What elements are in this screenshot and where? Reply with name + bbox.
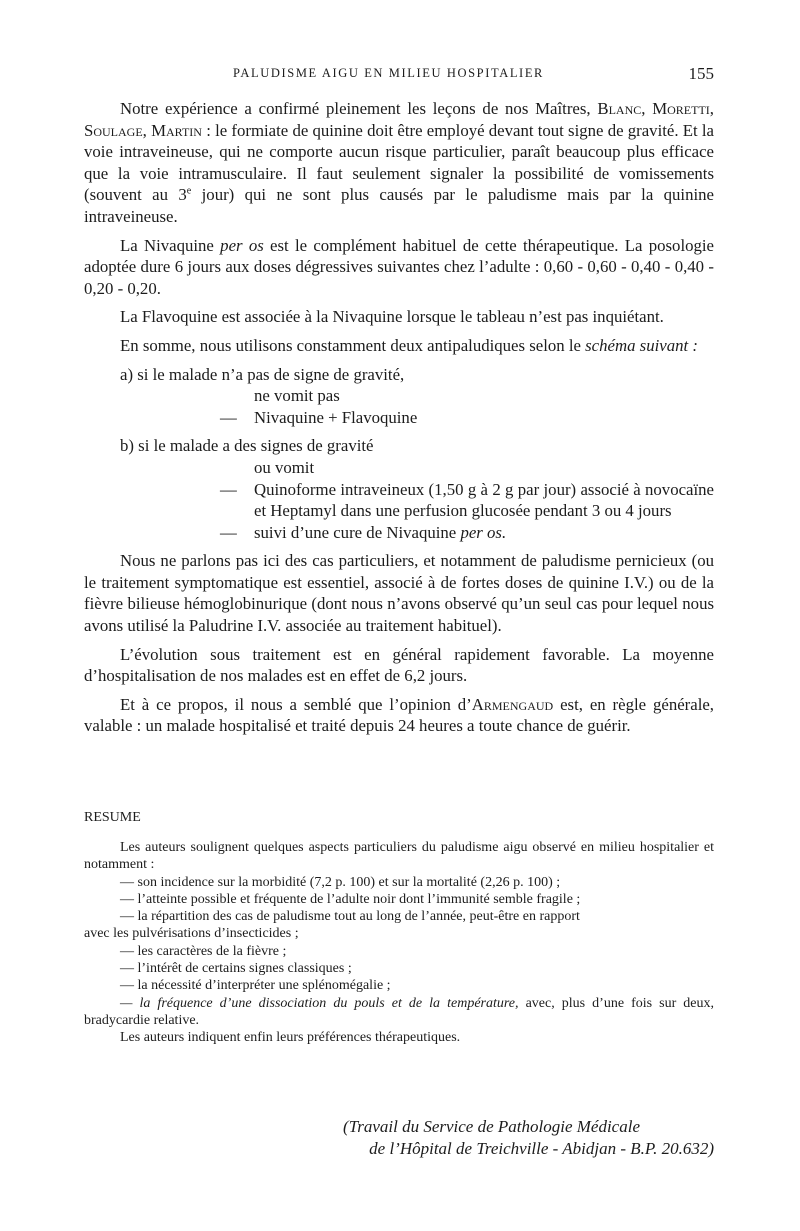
resume-item	[84, 995, 714, 1030]
paragraph-particular-cases: Nous ne parlons pas ici des cas particuliers, et notamment de paludisme pernicieux (ou le traitement symptomatique est essentiel, associé à de fortes doses de quinine I.V.) ou de la fièvre bilieuse hémoglobinurique (dont nous n’avons observé qu’un seul cas pour lequel nous avons utilisé la Paludrine I.V. associée au traitement habituel).	[84, 551, 714, 636]
schema-case-b-treatment-2	[84, 522, 714, 544]
paragraph-evolution: L’évolution sous traitement est en général rapidement favorable. La moyenne d’hospitalisation de nos malades est en effet de 6,2 jours.	[84, 644, 714, 686]
resume-item: — la nécessité d’interpréter une splénomégalie ;	[120, 978, 391, 994]
resume-conclusion: Les auteurs indiquent enfin leurs préférences thérapeutiques.	[120, 1030, 461, 1046]
resume-item-continuation: avec les pulvérisations d’insecticides ;	[84, 926, 299, 942]
text-run: En somme, nous utilisons constamment deux antipaludiques selon le	[120, 335, 586, 355]
paragraph-armengaud	[84, 694, 714, 737]
schema-case-a: a) si le malade n’a pas de signe de gravité,	[120, 364, 405, 384]
resume-heading: RESUME	[84, 810, 141, 825]
italic-text: per os	[220, 235, 264, 255]
treatment-text: Nivaquine + Flavoquine	[254, 407, 418, 427]
paragraph-schema-intro	[84, 335, 714, 357]
author-name-soulage: Soulage	[84, 120, 143, 140]
schema-case-a-treatment	[84, 407, 714, 429]
text-run: ,	[709, 99, 714, 118]
resume-item: — la répartition des cas de paludisme tout au long de l’année, peut-être en rapport	[120, 909, 580, 925]
italic-text: — la fréquence d’une dissociation du pouls et de la température,	[120, 995, 519, 1011]
resume-section	[84, 810, 714, 1047]
author-name-moretti: Moretti	[652, 99, 710, 118]
schema-case-b: b) si le malade a des signes de gravité	[120, 436, 374, 456]
italic-text: per os.	[460, 522, 507, 542]
institution-credit	[84, 1116, 714, 1160]
text-run: avec, plus d’une fois sur deux, bradycardie relative.	[84, 995, 715, 1028]
treatment-text: Quinoforme intraveineux (1,50 g à 2 g par jour) associé à novocaïne et Heptamyl dans une perfusion glucosée pendant 3 ou 4 jours	[254, 479, 714, 521]
running-title: PALUDISME AIGU EN MILIEU HOSPITALIER	[233, 66, 544, 80]
schema-case-b-sub: ou vomit	[254, 457, 315, 477]
italic-text: schéma suivant :	[585, 335, 698, 355]
credit-line-1: (Travail du Service de Pathologie Médicale	[343, 1117, 640, 1136]
dash: —	[220, 407, 237, 427]
paragraph-flavoquine: La Flavoquine est associée à la Nivaquine lorsque le tableau n’est pas inquiétant.	[120, 307, 664, 327]
text-run: Et à ce propos, il nous a semblé que l’opinion d’	[120, 694, 472, 714]
superscript: e	[186, 185, 192, 197]
text-run: est, en règle générale, valable : un malade hospitalisé et traité depuis 24 heures a toute chance de guérir.	[84, 694, 715, 736]
text-run: : le formiate de quinine doit être employé devant tout signe de gravité. Et la voie intraveineuse, qui ne comporte aucun risque particulier, paraît beaucoup plus efficace que la voie intramusculaire. Il faut seulement signaler la possibilité de vomissements (souvent au 3	[84, 120, 714, 205]
author-name-blanc: Blanc	[597, 99, 642, 118]
article-body	[84, 98, 714, 737]
schema-case-a-sub: ne vomit pas	[254, 386, 340, 406]
paragraph-nivaquine	[84, 235, 714, 300]
author-name-armengaud: Armengaud	[471, 694, 554, 714]
page-number: 155	[688, 64, 714, 83]
resume-intro: Les auteurs soulignent quelques aspects particuliers du paludisme aigu observé en milieu hospitalier et notamment :	[84, 840, 714, 873]
author-name-martin: Martin	[151, 120, 202, 140]
text-run: Notre expérience a confirmé pleinement les leçons de nos Maîtres,	[120, 99, 598, 118]
resume-item: — les caractères de la fièvre ;	[120, 943, 287, 959]
dash: —	[220, 479, 237, 499]
page-header	[84, 64, 714, 88]
resume-item: — son incidence sur la morbidité (7,2 p. 100) et sur la mortalité (2,26 p. 100) ;	[120, 874, 561, 890]
text-run: La Nivaquine	[120, 235, 221, 255]
treatment-text	[254, 522, 714, 544]
paragraph-treatment-experience	[84, 98, 714, 228]
text-run: est le complément habituel de cette thérapeutique. La posologie adoptée dure 6 jours aux doses dégressives suivantes chez l’adulte : 0,60 - 0,60 - 0,40 - 0,40 - 0,20 - 0,20.	[84, 235, 714, 298]
resume-item: — l’intérêt de certains signes classiques ;	[120, 961, 352, 977]
credit-line-2: de l’Hôpital de Treichville - Abidjan - B.P. 20.632)	[369, 1139, 714, 1158]
text-run: ,	[142, 120, 152, 140]
schema-case-b-treatment-1	[84, 479, 714, 522]
text-run: suivi d’une cure de Nivaquine	[254, 522, 461, 542]
text-run: jour) qui ne sont plus causés par le paludisme mais par la quinine intraveineuse.	[84, 185, 714, 226]
text-run: ,	[641, 99, 653, 118]
dash: —	[220, 522, 237, 542]
resume-item: — l’atteinte possible et fréquente de l’adulte noir dont l’immunité semble fragile ;	[120, 891, 581, 907]
